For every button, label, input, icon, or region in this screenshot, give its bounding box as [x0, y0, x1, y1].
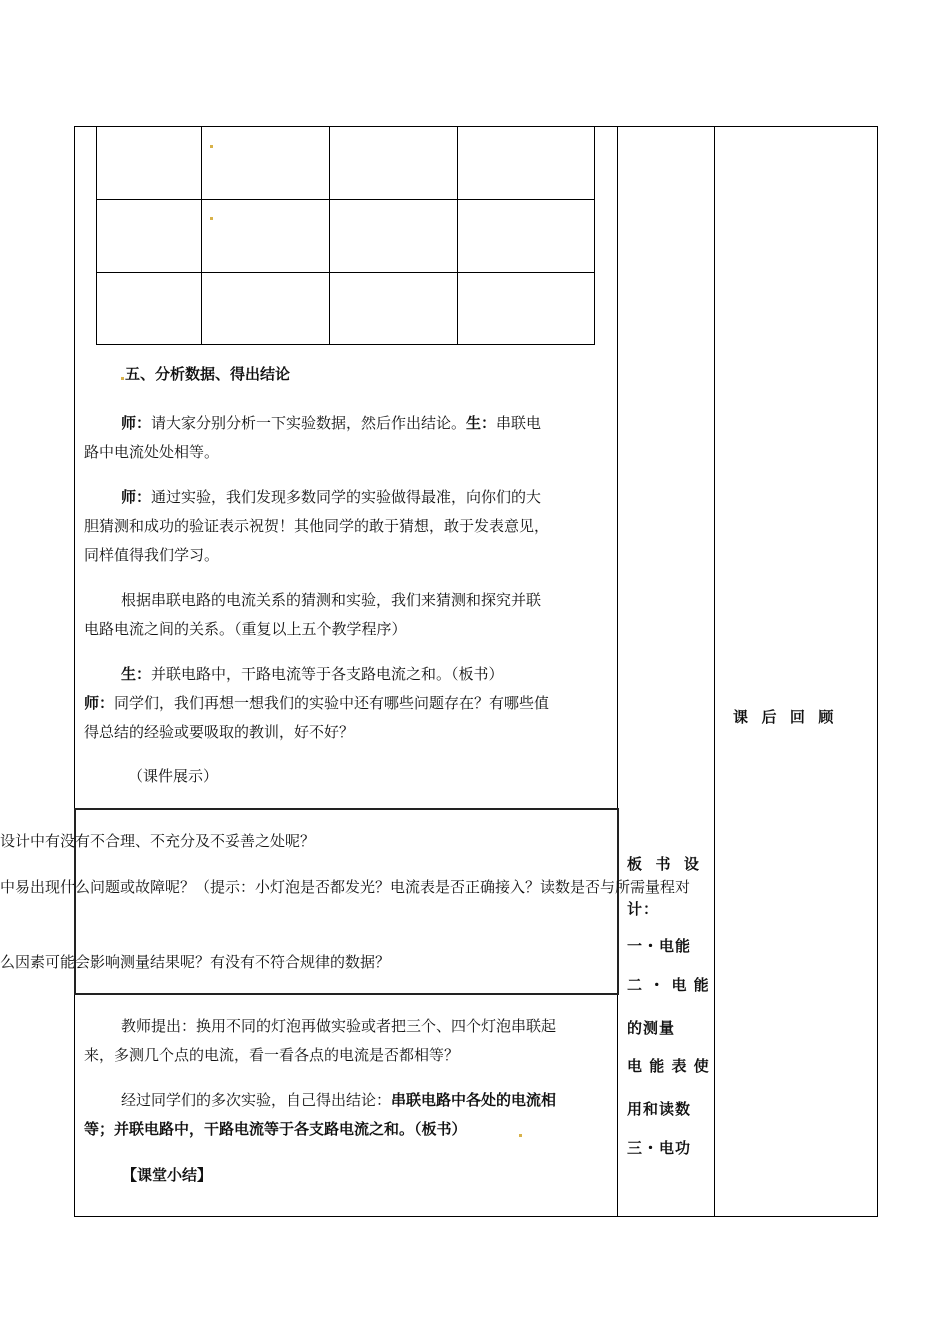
- column-divider-2: [714, 126, 715, 1217]
- outer-right-border: [877, 126, 878, 1217]
- outer-bottom-border: [74, 1216, 878, 1217]
- dialog-paragraph-2: [84, 483, 604, 570]
- section5-heading: 五、分析数据、得出结论: [125, 365, 291, 383]
- dialog-text: 根据串联电路的电流关系的猜测和实验，我们来猜测和探究并联: [121, 591, 542, 609]
- data-table-border-bottom: [96, 344, 595, 345]
- column-divider-1: [617, 126, 618, 1217]
- conclusion-mark: [519, 1134, 522, 1137]
- data-table-row-line: [96, 272, 595, 273]
- data-table-row-line: [96, 199, 595, 200]
- board-design-title-1: 板 书 设: [627, 855, 700, 873]
- board-item-3b: 用和读数: [627, 1100, 692, 1118]
- heading-mark: [121, 377, 124, 380]
- speaker-teacher: 师：: [121, 488, 152, 506]
- conclusion-text: 串联电路中各处的电流相: [391, 1091, 557, 1109]
- data-table: [96, 127, 595, 345]
- board-item-3a: 电 能 表 使: [627, 1057, 710, 1075]
- board-design-title-2: 计：: [627, 900, 660, 918]
- dialog-text: 通过实验，我们发现多数同学的实验做得最准，向你们的大: [151, 488, 542, 506]
- dialog-paragraph-1: [84, 409, 604, 467]
- dialog-paragraph-3: [84, 586, 604, 644]
- dialog-text: 路中电流处处相等。: [84, 443, 220, 461]
- board-item-2a: 二 ・ 电 能: [627, 976, 710, 994]
- dialog-text: 同学们，我们再想一想我们的实验中还有哪些问题存在？有哪些值: [114, 694, 550, 712]
- dialog-text: 得总结的经验或要吸取的教训，好不好？: [84, 723, 355, 741]
- board-item-1: 一・电能: [627, 937, 692, 955]
- dialog-paragraph-8: [84, 1086, 614, 1144]
- question-2: 中易出现什么问题或故障呢？（提示：小灯泡是否都发光？电流表是否正确接入？读数是否与所需量程对: [0, 878, 691, 896]
- after-class-review-label: 课 后 回 顾: [733, 708, 835, 726]
- question-3: 么因素可能会影响测量结果呢？有没有不符合规律的数据？: [0, 953, 391, 971]
- dialog-paragraph-4: [121, 660, 504, 689]
- dialog-text: 电路电流之间的关系。（重复以上五个教学程序）: [84, 620, 407, 638]
- dialog-paragraph-5: [84, 689, 614, 747]
- speaker-teacher: 师：: [84, 694, 115, 712]
- speaker-student: 生：: [121, 665, 152, 683]
- dialog-text: 胆猜测和成功的验证表示祝贺！其他同学的敢于猜想，敢于发表意见，: [84, 517, 550, 535]
- dialog-paragraph-7: [84, 1012, 614, 1070]
- dialog-text: 教师提出：换用不同的灯泡再做实验或者把三个、四个灯泡串联起: [121, 1017, 557, 1035]
- table-cell-mark: [210, 217, 213, 220]
- table-cell-mark: [210, 145, 213, 148]
- data-table-col-line: [201, 127, 202, 345]
- class-summary-heading: 【课堂小结】: [122, 1166, 213, 1184]
- board-item-4: 三・电功: [627, 1139, 692, 1157]
- data-table-border-right: [594, 127, 595, 345]
- question-1: 设计中有没有不合理、不充分及不妥善之处呢？: [0, 832, 316, 850]
- conclusion-text: 等；并联电路中，干路电流等于各支路电流之和。（板书）: [84, 1120, 467, 1138]
- data-table-col-line: [457, 127, 458, 345]
- speaker-teacher: 师：: [121, 414, 152, 432]
- board-item-2b: 的测量: [627, 1019, 676, 1037]
- outer-left-border: [74, 126, 75, 808]
- dialog-paragraph-6: （课件展示）: [128, 767, 219, 785]
- dialog-text: 来，多测几个点的电流，看一看各点的电流是否都相等？: [84, 1046, 460, 1064]
- data-table-col-line: [329, 127, 330, 345]
- data-table-border-left: [96, 127, 97, 345]
- dialog-text: 请大家分别分析一下实验数据，然后作出结论。: [151, 414, 467, 432]
- dialog-text: 并联电路中，干路电流等于各支路电流之和。（板书）: [151, 665, 504, 683]
- outer-left-border-lower: [74, 993, 75, 1217]
- dialog-text: 串联电: [496, 414, 542, 432]
- dialog-text: 同样值得我们学习。: [84, 546, 220, 564]
- dialog-text: 经过同学们的多次实验，自己得出结论：: [121, 1091, 392, 1109]
- speaker-student: 生：: [466, 414, 497, 432]
